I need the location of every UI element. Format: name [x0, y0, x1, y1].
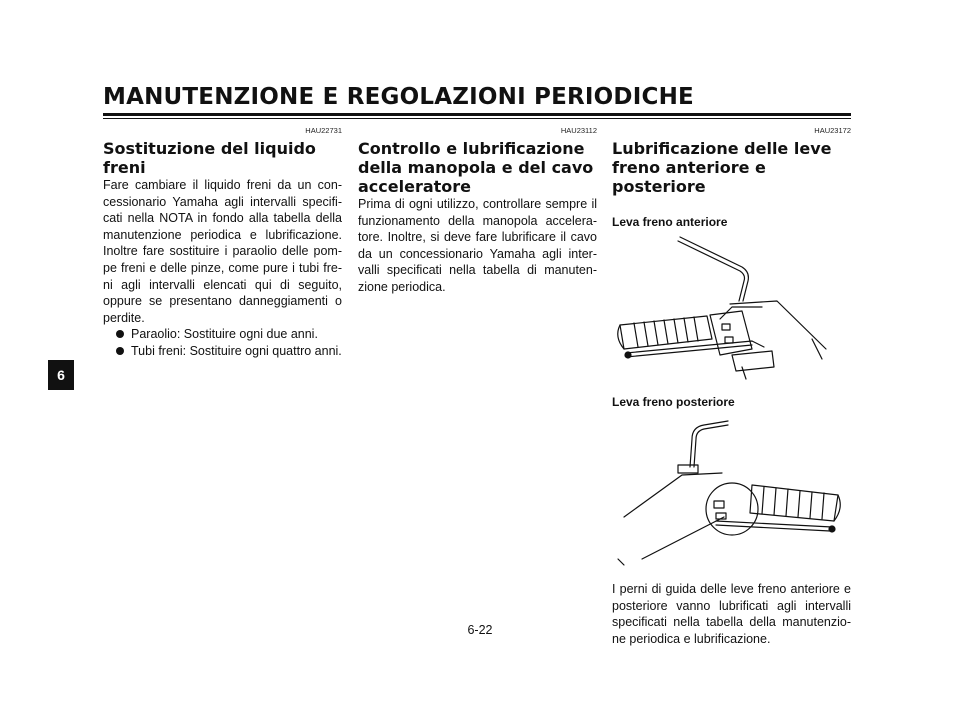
bullet-list [103, 326, 342, 359]
front-brake-lever-illustration [612, 229, 851, 389]
section-brake-fluid [103, 126, 342, 360]
rear-lever-label: Leva freno posteriore [612, 395, 735, 409]
section-code: HAU23112 [560, 126, 597, 135]
section-body: Prima di ogni utilizzo, controllare sempre il funzionamento della manopola accelera-tore. Inoltre, si deve fare lubrificare il cavo da un concessionario Yamaha agli inter-valli specificati nella tabella di manuten-zione periodica. [358, 197, 597, 294]
section-throttle [358, 126, 597, 296]
section-body: I perni di guida delle leve freno anteriore e posteriore vanno lubrificati agli intervalli specificati nella tabella della manutenzio-ne periodica e lubrificazione. [612, 582, 851, 646]
list-item: Tubi freni: Sostituire ogni quattro anni. [115, 343, 342, 360]
section-title: Controllo e lubrificazione della manopola e del cavo acceleratore [358, 139, 594, 196]
chapter-tab: 6 [48, 360, 74, 390]
section-body: Fare cambiare il liquido freni da un con-cessionario Yamaha agli intervalli specifi-cati nella NOTA in fondo alla tabella della manutenzione periodica e lubrificazione. Inoltre fare sostituire i paraolio delle pom-pe freni e delle pinze, come pure i tubi fre-ni agli intervalli elencati qui di seguito, oppure se presentano danneggiamenti o perdite. [103, 178, 342, 325]
section-code: HAU23172 [814, 126, 851, 135]
list-item: Paraolio: Sostituire ogni due anni. [115, 326, 342, 343]
page-header-title: MANUTENZIONE E REGOLAZIONI PERIODICHE [103, 84, 694, 110]
front-lever-label: Leva freno anteriore [612, 215, 728, 229]
section-title: Sostituzione del liquido freni [103, 139, 316, 177]
section-brake-levers [612, 126, 851, 647]
header-rule-thin [103, 118, 851, 119]
header-rule-thick [103, 113, 851, 116]
section-code: HAU22731 [305, 126, 342, 135]
rear-brake-lever-illustration [612, 409, 851, 577]
page-number: 6-22 [467, 623, 493, 637]
section-title: Lubrificazione delle leve freno anteriore e posteriore [612, 139, 832, 196]
